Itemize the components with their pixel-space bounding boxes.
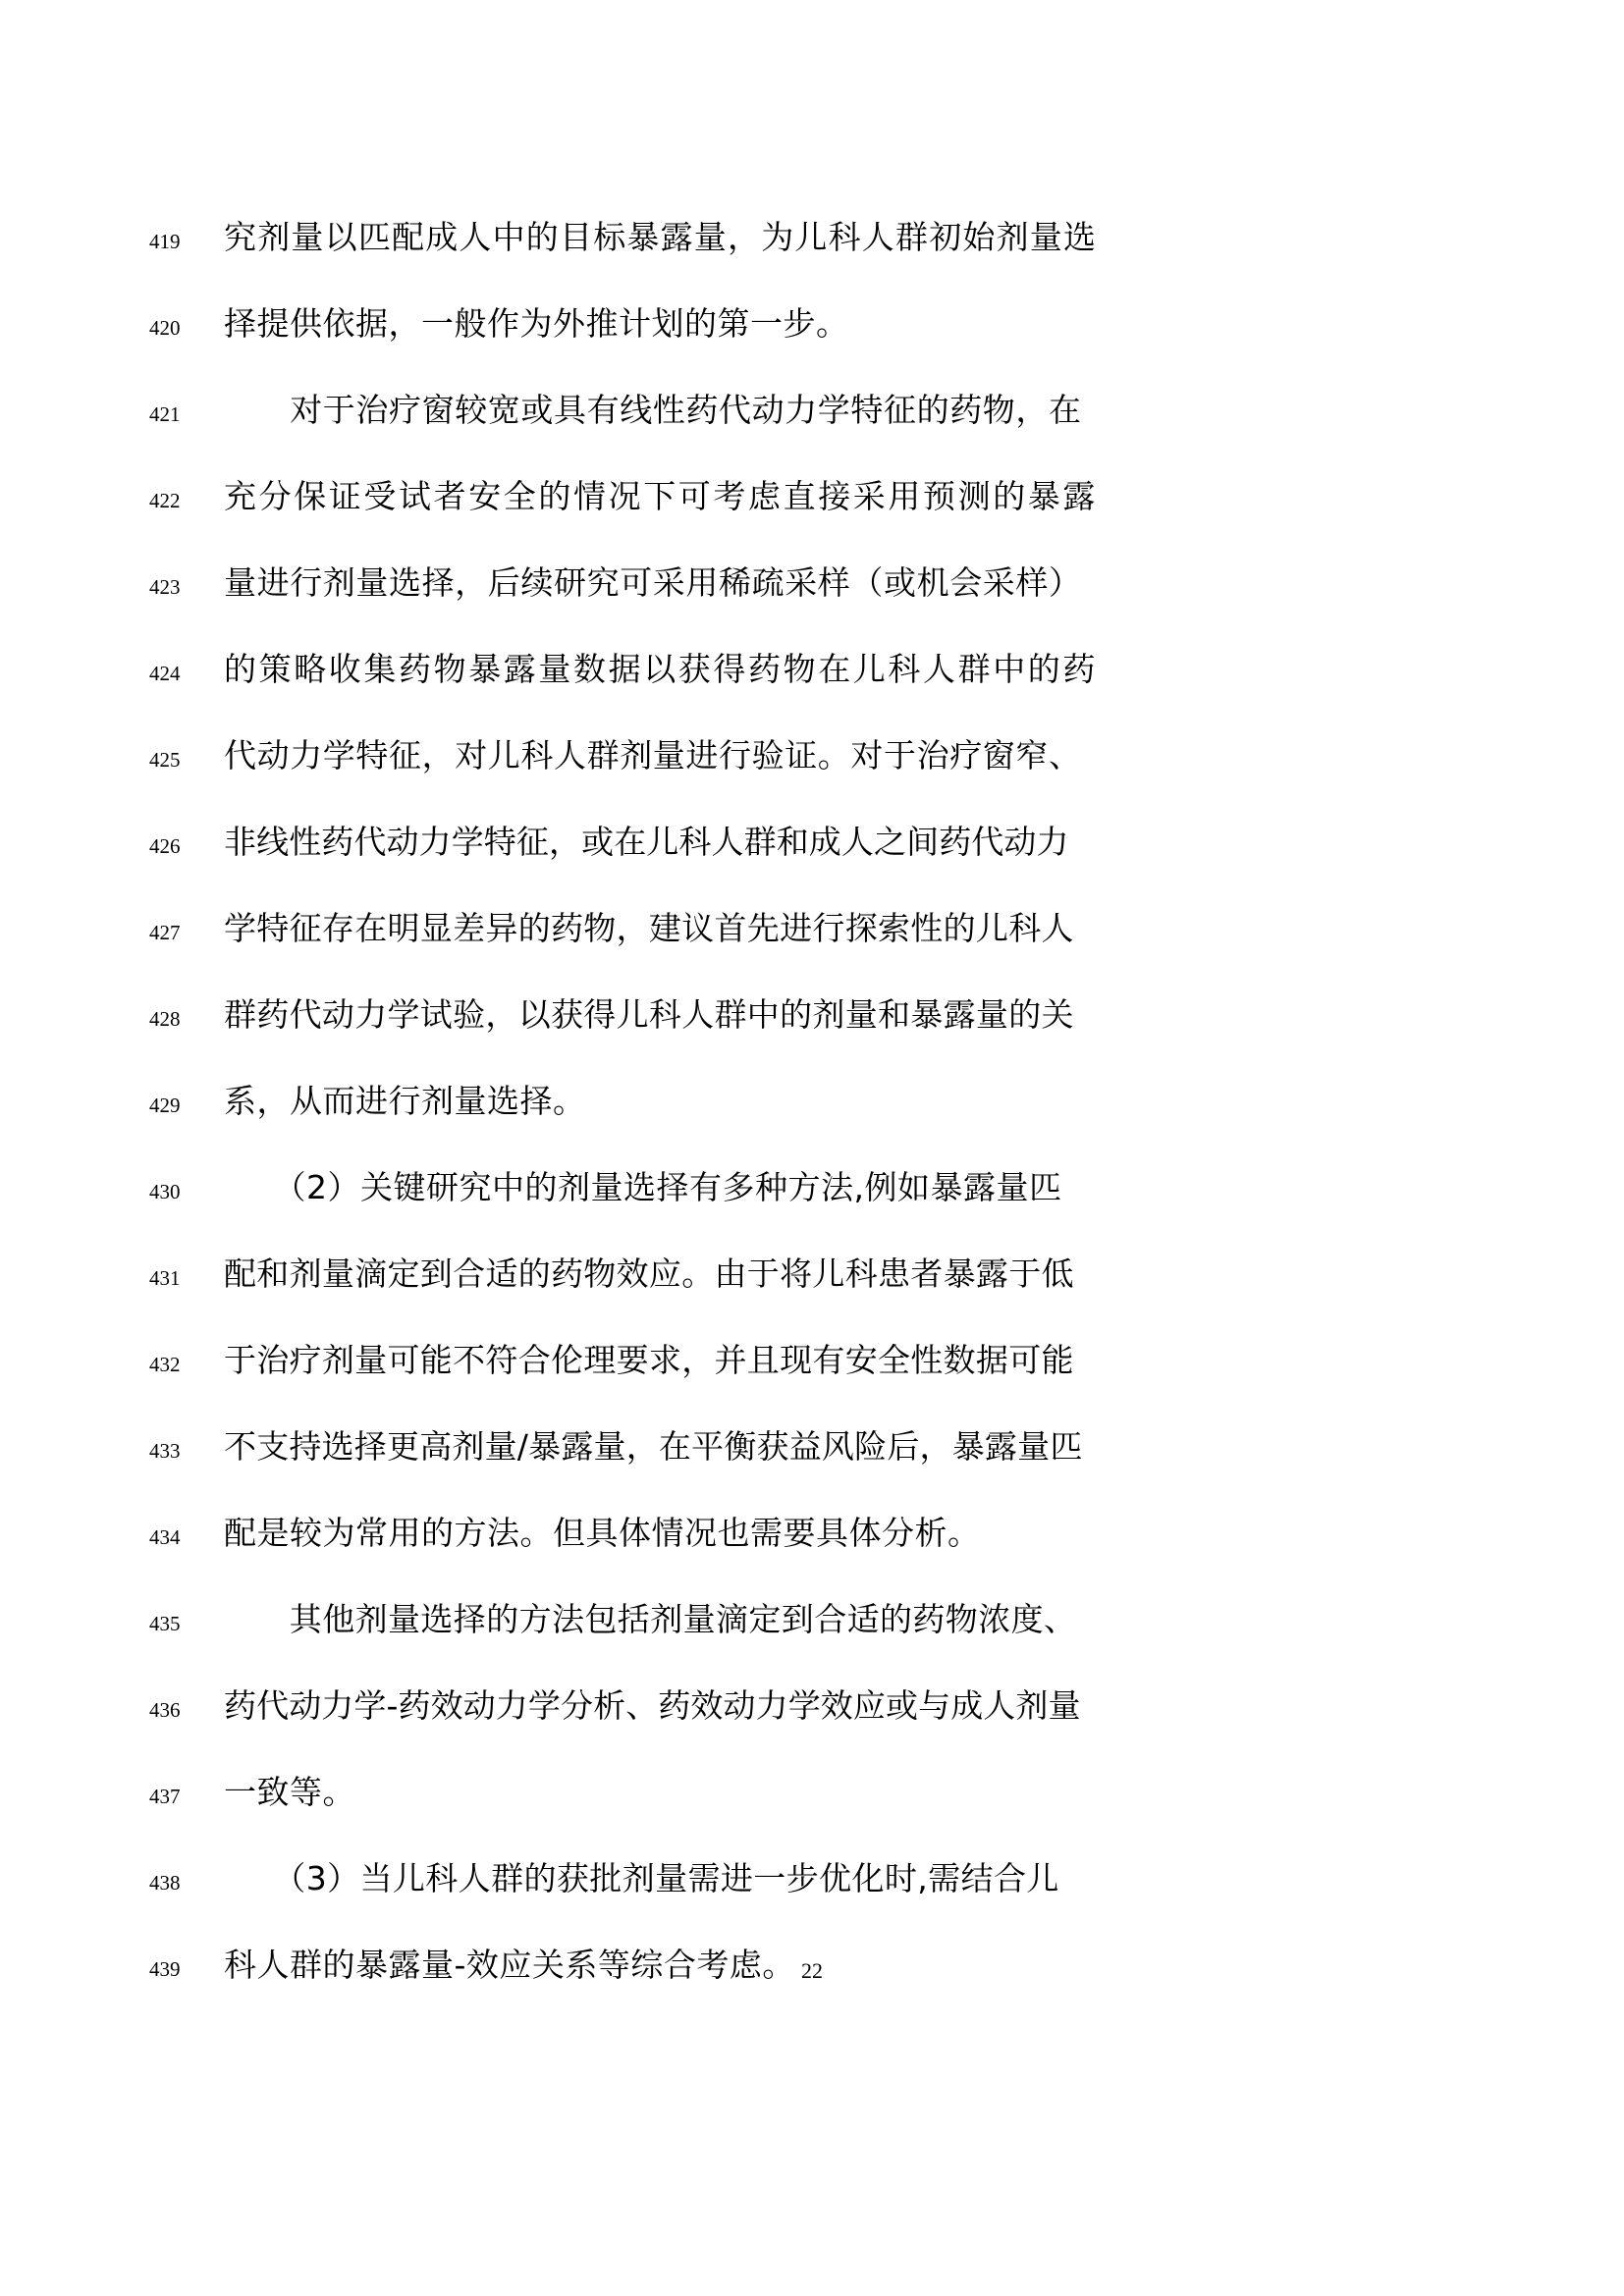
document-body — [147, 196, 1477, 2010]
text-line — [147, 887, 1477, 974]
line-number: 430 — [149, 1180, 181, 1203]
line-text: 代动力学特征，对儿科人群剂量进行验证。对于治疗窗窄、 — [224, 736, 1082, 774]
line-text: 量进行剂量选择，后续研究可采用稀疏采样（或机会采样） — [224, 563, 1082, 602]
line-text: 其他剂量选择的方法包括剂量滴定到合适的药物浓度、 — [224, 1600, 1077, 1638]
text-line — [147, 1492, 1477, 1578]
line-number: 429 — [149, 1094, 181, 1117]
text-line — [147, 974, 1477, 1060]
text-line — [147, 1147, 1477, 1233]
line-number: 419 — [149, 230, 181, 253]
text-line — [147, 715, 1477, 801]
line-number: 433 — [149, 1439, 181, 1463]
line-number: 434 — [149, 1525, 181, 1549]
text-line — [147, 628, 1477, 715]
text-line — [147, 1838, 1477, 1924]
line-text: 一致等。 — [224, 1773, 355, 1811]
line-number: 427 — [149, 921, 181, 944]
text-line — [147, 455, 1477, 542]
line-number: 422 — [149, 489, 181, 512]
text-line — [147, 196, 1477, 283]
line-number: 435 — [149, 1612, 181, 1635]
line-text: 系，从而进行剂量选择。 — [224, 1082, 586, 1120]
text-line — [147, 542, 1477, 628]
line-text: 择提供依据，一般作为外推计划的第一步。 — [224, 304, 849, 343]
text-line — [147, 1665, 1477, 1751]
line-text: 充分保证受试者安全的情况下可考虑直接采用预测的暴露 — [224, 477, 1098, 515]
line-number: 439 — [149, 1957, 181, 1981]
text-line — [147, 369, 1477, 455]
line-text: 科人群的暴露量-效应关系等综合考虑。 — [224, 1946, 795, 1984]
line-text: 群药代动力学试验，以获得儿科人群中的剂量和暴露量的关 — [224, 995, 1074, 1034]
line-number: 421 — [149, 402, 181, 426]
line-text: 于治疗剂量可能不符合伦理要求，并且现有安全性数据可能 — [224, 1341, 1074, 1379]
line-number: 428 — [149, 1007, 181, 1031]
line-text: 究剂量以匹配成人中的目标暴露量，为儿科人群初始剂量选 — [224, 218, 1098, 256]
text-line — [147, 1578, 1477, 1665]
line-number: 436 — [149, 1698, 181, 1722]
line-number: 424 — [149, 662, 181, 685]
line-number: 431 — [149, 1266, 181, 1290]
line-number: 438 — [149, 1871, 181, 1895]
line-number: 423 — [149, 575, 181, 599]
text-line — [147, 1060, 1477, 1147]
line-text: 药代动力学-药效动力学分析、药效动力学效应或与成人剂量 — [224, 1686, 1081, 1725]
line-text: （2）关键研究中的剂量选择有多种方法,例如暴露量匹 — [224, 1168, 1062, 1206]
line-number: 420 — [149, 316, 181, 340]
line-number: 425 — [149, 748, 181, 772]
line-text: 对于治疗窗较宽或具有线性药代动力学特征的药物，在 — [224, 391, 1082, 429]
line-text: （3）当儿科人群的获批剂量需进一步优化时,需结合儿 — [224, 1859, 1059, 1897]
text-line — [147, 1233, 1477, 1319]
text-line — [147, 1406, 1477, 1492]
line-number: 437 — [149, 1785, 181, 1808]
line-text: 配和剂量滴定到合适的药物效应。由于将儿科患者暴露于低 — [224, 1255, 1074, 1293]
line-text: 配是较为常用的方法。但具体情况也需要具体分析。 — [224, 1514, 981, 1552]
line-number: 432 — [149, 1353, 181, 1376]
text-line — [147, 1751, 1477, 1838]
line-text: 的策略收集药物暴露量数据以获得药物在儿科人群中的药 — [224, 650, 1098, 688]
text-line — [147, 283, 1477, 369]
text-line — [147, 801, 1477, 887]
text-line — [147, 1319, 1477, 1406]
line-text: 非线性药代动力学特征，或在儿科人群和成人之间药代动力 — [224, 823, 1069, 861]
line-text: 不支持选择更高剂量/暴露量，在平衡获益风险后，暴露量匹 — [224, 1427, 1083, 1466]
line-number: 426 — [149, 834, 181, 858]
page-number: 22 — [801, 1958, 823, 1983]
line-text: 学特征存在明显差异的药物，建议首先进行探索性的儿科人 — [224, 909, 1074, 947]
